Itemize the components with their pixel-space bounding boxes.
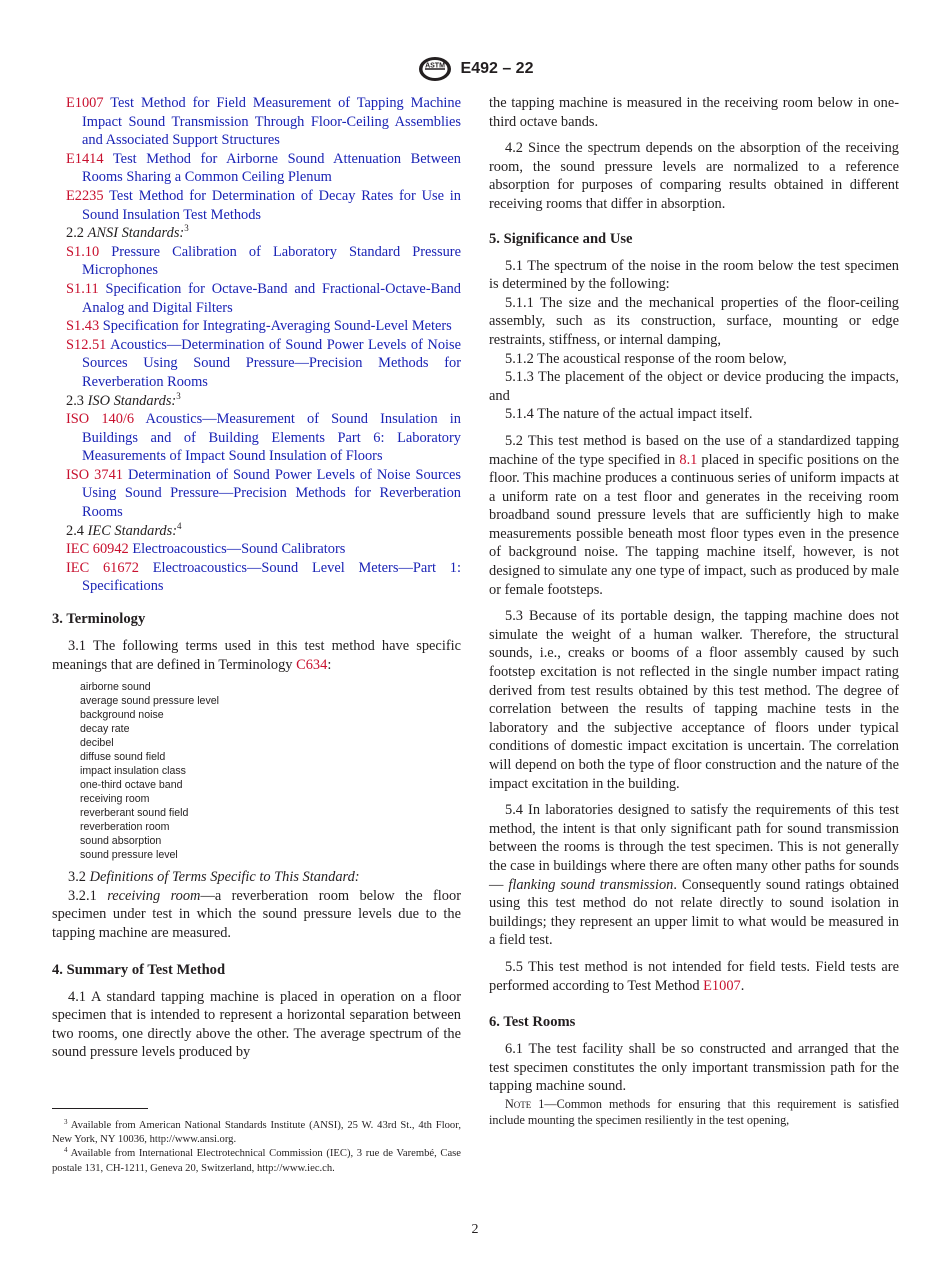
paragraph-6-1: 6.1 The test facility shall be so constructed and arranged that the test specimen constitutes the only important transmission path for the tapping machine sound. [489,1041,899,1095]
footnote-3: $^3$ Available from American National Standards Institute (ANSI), 25 W. 43rd St., 4th Floor, New York, NY 10036, http://www.ansi.org. [52,1118,461,1146]
paragraph-4-2: 4.2 Since the spectrum depends on the absorption of the receiving room, the sound pressure levels are normalized to a reference absorption for purposes of comparing results obtained in different receiving rooms that differ in absorption. [489,140,899,212]
reference-entry [52,410,461,466]
paragraph-5-1: 5.1 The spectrum of the noise in the room below the test specimen is determined by the following: [489,257,899,293]
astm-logo-icon [417,56,453,82]
page-number: 2 [471,1222,479,1237]
paragraph-3-2: 3.2 Definitions of Terms Specific to This Standard: [68,869,360,886]
paragraph-5-3: 5.3 Because of its portable design, the tapping machine does not simulate the weight of a human walker. Therefore, the structural sounds, i.e., creaks or booms of a floor assembly caused by such footstep excitation is not reflected in the single number impact rating derived from test results obtained by this test method. The degree of correlation between the results of tapping machine tests in the laboratory and the subjective acceptance of floors under typical conditions of domestic impact excitation is uncertain. The correlation will depend on both the type of floor construction and the nature of the impact excitation in the building. [489,608,899,792]
reference-code-link[interactable]: ISO 3741 [66,466,123,483]
reference-code-link[interactable]: S1.11 [66,280,99,297]
term-item: airborne sound [80,681,151,694]
paragraph-5-4: 5.4 In laboratories designed to satisfy the requirements of this test method, the intent is that only significant path for sound transmission between the rooms is through the test specimen. This is not generally the case in buildings where there are often many other paths for sounds— flanking sound transmission. Consequently sound ratings obtained using this test method do not relate directly to sound isolation in buildings; they represent an upper limit to what would be measured in a field test. [489,802,900,949]
reference-code-link[interactable]: E1414 [66,150,104,167]
reference-entry [52,466,461,522]
reference-code-link[interactable]: E1007 [66,95,104,111]
footnote-ref: 3 [176,390,181,401]
e1007-link[interactable]: E1007 [703,977,741,994]
paragraph-5-1-4: 5.1.4 The nature of the actual impact itself. [505,406,753,423]
page-header [0,56,950,82]
reference-entry [52,336,461,392]
reference-code-link[interactable]: S1.43 [66,318,100,335]
term-item: diffuse sound field [80,751,166,764]
paragraph-5-1-2: 5.1.2 The acoustical response of the room below, [505,350,787,367]
reference-entry [52,187,461,224]
c634-link[interactable]: C634 [296,656,328,673]
paragraph-5-1-3: 5.1.3 The placement of the object or device producing the impacts, and [489,369,899,404]
left-column [52,94,461,1062]
section-8-1-link[interactable]: 8.1 [679,451,698,468]
term-item: decay rate [80,723,130,736]
term-item: one-third octave band [80,779,183,792]
document-designation: E492 – 22 [460,60,534,77]
reference-code-link[interactable]: IEC 61672 [66,559,139,576]
note-1: Note 1—Common methods for ensuring that this requirement is satisfied include mounting the specimen resiliently in the test opening, [489,1096,900,1127]
right-column [489,94,899,1128]
reference-entry [52,243,461,280]
section-3-heading: 3. Terminology [52,611,146,628]
reference-title-link[interactable]: Acoustics—Measurement of Sound Insulation in Buildings and of Building Elements Part 6: Laboratory Measurements of Impact Sound Insulation of Floors [82,411,461,465]
term-item: background noise [80,709,164,722]
reference-title-link[interactable]: Specification for Octave-Band and Fractional-Octave-Band Analog and Digital Filters [82,280,461,316]
term-item: decibel [80,737,114,750]
reference-title-link[interactable]: Test Method for Airborne Sound Attenuation Between Rooms Sharing a Common Ceiling Plenum [82,150,461,186]
reference-code-link[interactable]: E2235 [66,187,104,204]
reference-entry [52,559,461,596]
paragraph-5-1-1: 5.1.1 The size and the mechanical properties of the floor-ceiling assembly, such as its construction, surface, mounting or edge restraints, stiffness, or internal damping, [489,294,899,348]
reference-title-link[interactable]: Acoustics—Determination of Sound Power Levels of Noise Sources Using Sound Pressure—Precision Methods for Reverberation Rooms [82,336,461,390]
reference-code-link[interactable]: S12.51 [66,336,107,353]
term-item: impact insulation class [80,765,186,778]
reference-title-link[interactable]: Pressure Calibration of Laboratory Standard Pressure Microphones [82,243,461,279]
section-6-heading: 6. Test Rooms [489,1014,576,1031]
reference-entry [52,317,461,336]
footnote-4: $^4$ Available from International Electrotechnical Commission (IEC), 3 rue de Varembé, Case postale 131, CH-1211, Geneva 20, Switzerland, http://www.iec.ch. [52,1146,461,1174]
svg-text:ASTM: ASTM [424,62,445,70]
term-item: receiving room [80,793,150,806]
reference-entry [52,94,461,150]
term-item: reverberation room [80,821,170,834]
ansi-standards-heading: 2.2 ANSI Standards:$^3$ [66,223,189,242]
reference-title-link[interactable]: Electroacoustics—Sound Level Meters—Part 1: Specifications [82,559,461,595]
footnotes [52,1119,461,1176]
reference-title-link[interactable]: Test Method for Determination of Decay Rates for Use in Sound Insulation Test Methods [82,187,461,223]
reference-title-link[interactable]: Specification for Integrating-Averaging Sound-Level Meters [102,318,452,335]
reference-entry [52,540,461,559]
paragraph-4-1: 4.1 A standard tapping machine is placed in operation on a floor specimen that is intended to represent a horizontal separation between two rooms, one directly above the other. The average spectrum of the sound pressure levels produced by [52,988,461,1061]
paragraph-3-2-1: 3.2.1 receiving room—a reverberation room below the floor specimen under test in which the sound pressure levels due to the tapping machine are measured. [52,887,461,941]
reference-code-link[interactable]: S1.10 [66,243,100,260]
reference-title-link[interactable]: Test Method for Field Measurement of Tapping Machine Impact Sound Transmission Through Floor-Ceiling Assemblies and Associated Support Structures [82,95,461,149]
reference-entry [52,280,461,317]
reference-code-link[interactable]: ISO 140/6 [66,411,135,428]
term-item: average sound pressure level [80,695,219,708]
reference-code-link[interactable]: IEC 60942 [66,541,129,558]
reference-title-link[interactable]: Determination of Sound Power Levels of Noise Sources Using Sound Pressure—Precision Methods for Reverberation Rooms [82,466,462,521]
section-4-heading: 4. Summary of Test Method [52,961,226,978]
paragraph-5-5: 5.5 This test method is not intended for field tests. Field tests are performed according to Test Method E1007. [489,958,899,994]
iec-standards-heading: 2.4 IEC Standards:$^4$ [66,520,182,539]
paragraph-5-2: 5.2 This test method is based on the use of a standardized tapping machine of the type specified in 8.1 placed in specific positions on the floor. This machine produces a continuous series of uniform impacts at a uniform rate on a test floor and generates in the receiving room broadband sound pressure levels that are sufficiently high to make measurements possible beneath most floor types even in the presence of background noise. The tapping machine itself, however, is not designed to simulate any one type of impact, such as produced by male or female footsteps. [489,432,899,598]
footnote-ref: 3 [184,223,189,234]
section-5-heading: 5. Significance and Use [489,230,633,247]
term-item: reverberant sound field [80,807,189,820]
paragraph-4-1-continued: the tapping machine is measured in the receiving room below in one-third octave bands. [489,95,899,130]
terms-list [52,680,461,862]
iso-standards-heading: 2.3 ISO Standards:$^3$ [66,390,181,409]
term-item: sound absorption [80,835,162,848]
paragraph-3-1: 3.1 The following terms used in this test method have specific meanings that are defined in Terminology C634: [52,638,461,673]
term-item: sound pressure level [80,849,178,862]
reference-title-link[interactable]: Electroacoustics—Sound Calibrators [132,541,346,558]
footnote-divider [52,1108,148,1109]
footnote-ref: 4 [177,520,182,531]
reference-entry [52,150,461,187]
